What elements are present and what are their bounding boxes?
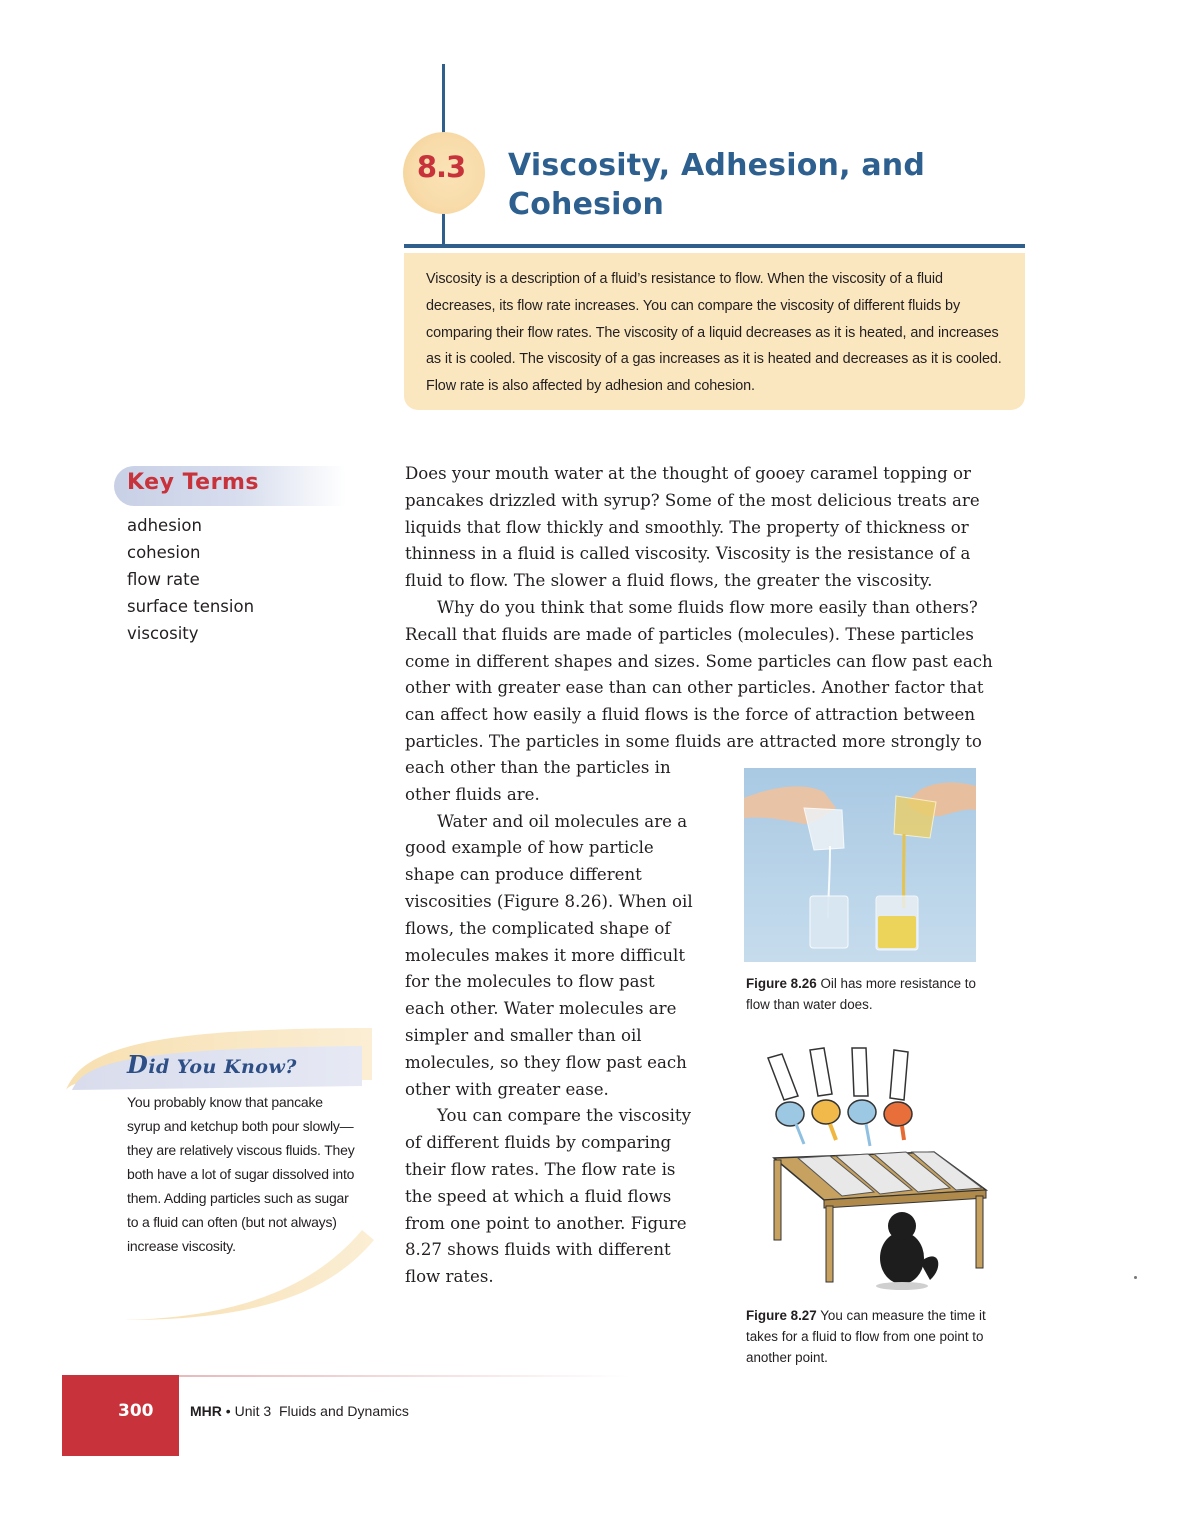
section-title: Viscosity, Adhesion, and Cohesion: [508, 148, 925, 222]
figure-8-27-caption: [746, 1305, 1016, 1368]
did-you-know-title-rest: id You Know?: [148, 1056, 297, 1078]
key-term-item: surface tension: [127, 597, 255, 616]
section-number: 8.3: [416, 150, 466, 184]
body-text-narrow: [405, 755, 695, 1291]
section-summary-text: Viscosity is a description of a fluid’s resistance to flow. When the viscosity of a fluid decreases, its flow rate increases. You can compare the viscosity of different fluids by comparing their flow rates. The viscosity of a liquid decreases as it is heated, and increases as it is cooled. The viscosity of a gas increases as it is heated and decreases as it is cooled. Flow rate is also affected by adhesion and cohesion.: [426, 271, 1002, 395]
figure-8-26-caption: [746, 973, 996, 1015]
figure-8-26-label: Figure 8.26: [746, 976, 817, 991]
stray-dot: [1134, 1276, 1137, 1279]
did-you-know-title-initial: D: [127, 1050, 149, 1079]
figure-8-27-illustration: [744, 1040, 1004, 1292]
footer-running-head: [190, 1403, 409, 1419]
did-you-know-title: [127, 1050, 297, 1079]
header-horizontal-rule: [404, 244, 1025, 248]
key-terms-list: [127, 512, 254, 647]
key-term-item: viscosity: [127, 624, 199, 643]
section-summary-box: [404, 253, 1025, 410]
body-paragraph-4: You can compare the viscosity of different fluids by comparing their flow rates. The flow rate is the speed at which a fluid flows from one point to another. Figure 8.27 shows fluids with different flow rates.: [405, 1106, 691, 1287]
key-term-item: cohesion: [127, 543, 201, 562]
figure-8-27-label: Figure 8.27: [746, 1308, 817, 1323]
did-you-know-text: You probably know that pancake syrup and ketchup both pour slowly—they are relatively viscous fluids. They both have a lot of sugar dissolved into them. Adding particles such as sugar to a fluid can often (but not always) increase viscosity.: [127, 1094, 355, 1254]
body-text-wide: [405, 461, 1005, 756]
footer-rule: [179, 1375, 629, 1377]
figure-8-26-photo: [744, 768, 976, 962]
page-number: 300: [118, 1401, 154, 1421]
key-term-item: adhesion: [127, 516, 202, 535]
body-paragraph-3: Water and oil molecules are a good example of how particle shape can produce different viscosities (Figure 8.26). When oil flows, the complicated shape of molecules makes it more difficult for the molecules to flow past each other. Water molecules are simpler and smaller than oil molecules, so they flow past each other with greater ease.: [405, 811, 693, 1099]
body-paragraph-1: Does your mouth water at the thought of gooey caramel topping or pancakes drizzled with syrup? Some of the most delicious treats are liquids that flow thickly and smoothly. The property of thickness or thinness in a fluid is called viscosity. Viscosity is the resistance of a fluid to flow. The slower a fluid flows, the greater the viscosity.: [405, 464, 980, 591]
figure-8-27-caption-text: You can measure the time it takes for a fluid to flow from one point to another point.: [746, 1308, 986, 1365]
footer-publisher: MHR: [190, 1403, 222, 1419]
footer-unit-title: Fluids and Dynamics: [278, 1403, 409, 1419]
footer-bullet: •: [225, 1403, 231, 1419]
body-paragraph-2: Why do you think that some fluids flow more easily than others? Recall that fluids are made of particles (molecules). These particles come in different shapes and sizes. Some particles can flow past each other with greater ease than can other particles. Another factor that can affect how easily a fluid flows is the force of attraction between particles. The particles in some fluids are attracted more strongly to: [405, 597, 993, 751]
figure-8-26-caption-text: Oil has more resistance to flow than water does.: [746, 976, 976, 1012]
key-term-item: flow rate: [127, 570, 200, 589]
key-terms-title: Key Terms: [127, 470, 259, 495]
body-paragraph-2-continued: each other than the particles in other fluids are.: [405, 758, 671, 804]
footer-unit: Unit 3: [234, 1403, 272, 1419]
